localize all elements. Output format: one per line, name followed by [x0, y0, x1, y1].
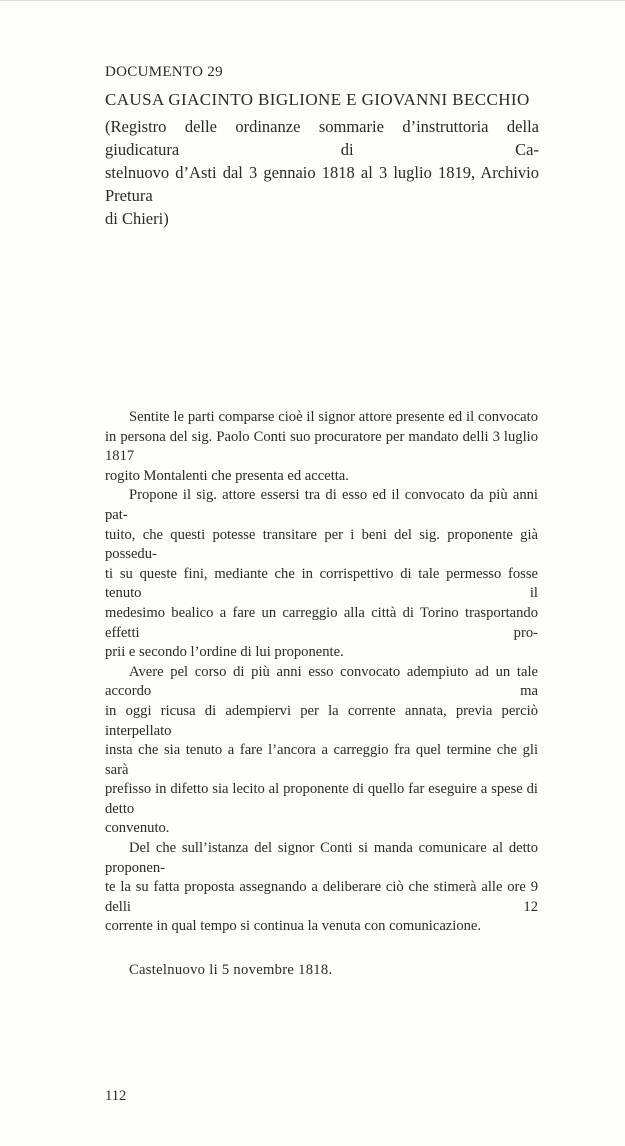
text-line: rogito Montalenti che presenta ed accetta.	[105, 467, 349, 484]
source-note	[105, 115, 539, 230]
text-line: medesimo bealico a fare un carreggio alla città di Torino trasportando effetti pro-	[105, 604, 538, 641]
document-number: DOCUMENTO 29	[105, 64, 223, 80]
paragraph	[105, 663, 538, 839]
text-line: prefisso in difetto sia lecito al proponente di quello far eseguire a spese di detto	[105, 781, 538, 817]
text-line: ti su queste fini, mediante che in corrispettivo di tale permesso fosse tenuto il	[105, 565, 538, 602]
text-line: prii e secondo l’ordine di lui proponente.	[105, 644, 344, 661]
text-line: in persona del sig. Paolo Conti suo procuratore per mandato delli 3 luglio 1817	[105, 428, 538, 465]
page-number: 112	[105, 1087, 127, 1104]
text-line: Avere pel corso di più anni esso convocato adempiuto ad un tale accordo ma	[105, 663, 538, 700]
text-line: tuito, che questi potesse transitare per i beni del sig. proponente già possedu-	[105, 526, 538, 563]
body-text	[105, 408, 538, 937]
date-line: Castelnuovo li 5 novembre 1818.	[129, 962, 333, 979]
text-line: corrente in qual tempo si continua la venuta con comunicazione.	[105, 918, 482, 935]
source-line: di Chieri)	[105, 209, 169, 228]
text-line: te la su fatta proposta assegnando a deliberare ciò che stimerà alle ore 9 delli 12	[105, 879, 538, 915]
document-title: CAUSA GIACINTO BIGLIONE E GIOVANNI BECCHIO	[105, 90, 530, 109]
paragraph	[105, 839, 538, 937]
text-line: Propone il sig. attore essersi tra di esso ed il convocato da più anni pat-	[105, 487, 538, 523]
paragraph	[105, 408, 538, 486]
text-line: Sentite le parti comparse cioè il signor attore presente ed il convocato	[129, 409, 538, 425]
text-line: in oggi ricusa di adempiervi per la corrente annata, previa perciò interpellato	[105, 702, 538, 739]
text-line: Del che sull’istanza del signor Conti si manda comunicare al detto proponen-	[105, 840, 538, 876]
source-line: (Registro delle ordinanze sommarie d’instruttoria della giudicatura di Ca-	[105, 117, 539, 159]
text-line: insta che sia tenuto a fare l’ancora a carreggio fra quel termine che gli sarà	[105, 742, 538, 778]
source-line: stelnuovo d’Asti dal 3 gennaio 1818 al 3 luglio 1819, Archivio Pretura	[105, 163, 539, 205]
paragraph	[105, 486, 538, 662]
text-line: convenuto.	[105, 820, 170, 837]
